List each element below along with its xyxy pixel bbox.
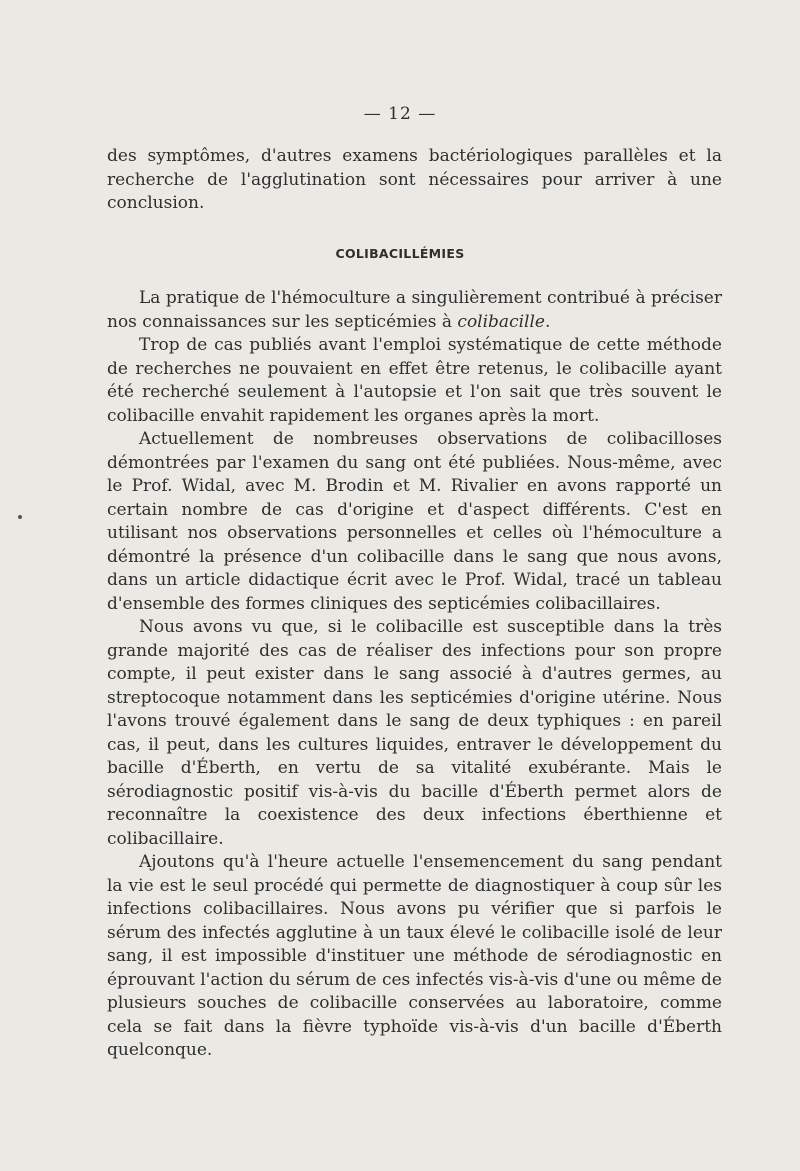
paragraph-3: Actuellement de nombreuses observations de colibacilloses démontrées par l'examen du sang ont été publiées. Nous-même, avec le Prof. Widal, avec M. Brodin et M. Rivalier en avons rapporté un certain nombre de cas d'origine et d'aspect différents. C'est en utilisant nos observations personnelles et celles où l'hémoculture a démontré la présence d'un colibacille dans le sang que nous avons, dans un article didactique écrit avec le Prof. Widal, tracé un tableau d'ensemble des formes cliniques des septicémies colibacillaires. xyxy=(107,429,722,614)
paragraph-1-end: . xyxy=(544,311,551,332)
section-heading: COLIBACILLÉMIES xyxy=(335,246,465,261)
paragraph-1-text: La pratique de l'hémoculture a singulièrement contribué à préciser nos connaissances sur les septicémies à xyxy=(107,288,722,332)
continuation-paragraph: des symptômes, d'autres examens bactériologiques parallèles et la recherche de l'agglutination sont nécessaires pour arriver à une conclusion. xyxy=(107,146,722,213)
section-body xyxy=(107,287,722,1063)
paragraph-5: Ajoutons qu'à l'heure actuelle l'ensemencement du sang pendant la vie est le seul procédé qui permette de diagnostiquer à coup sûr les infections colibacillaires. Nous avons pu vérifier que si parfois le sérum des infectés agglutine à un taux élevé le colibacille isolé de leur sang, il est impossible d'instituer une méthode de sérodiagnostic en éprouvant l'action du sérum de ces infectés vis-à-vis d'une ou même de plusieurs souches de colibacille conservées au laboratoire, comme cela se fait dans la fièvre typhoïde vis-à-vis d'un bacille d'Éberth quelconque. xyxy=(107,852,722,1060)
page-number: — 12 — xyxy=(363,104,437,124)
paragraph-4: Nous avons vu que, si le colibacille est susceptible dans la très grande majorité des cas de réaliser des infections pour son propre compte, il peut exister dans le sang associé à d'autres germes, au streptocoque notamment dans les septicémies d'origine utérine. Nous l'avons trouvé également dans le sang de deux typhiques : en pareil cas, il peut, dans les cultures liquides, entraver le développement du bacille d'Éberth, en vertu de sa vitalité exubérante. Mais le sérodiagnostic positif vis-à-vis du bacille d'Éberth permet alors de reconnaître la coexistence des deux infections éberthienne et colibacillaire. xyxy=(107,617,722,849)
continuation-text-block xyxy=(107,145,722,216)
paragraph-2: Trop de cas publiés avant l'emploi systématique de cette méthode de recherches ne pouvaient en effet être retenus, le colibacille ayant été recherché seulement à l'autopsie et l'on sait que très souvent le colibacille envahit rapidement les organes après la mort. xyxy=(107,335,722,426)
paragraph-1-emphasis: colibacille xyxy=(457,311,545,332)
margin-speck xyxy=(18,515,22,519)
paragraph-1 xyxy=(107,287,722,334)
